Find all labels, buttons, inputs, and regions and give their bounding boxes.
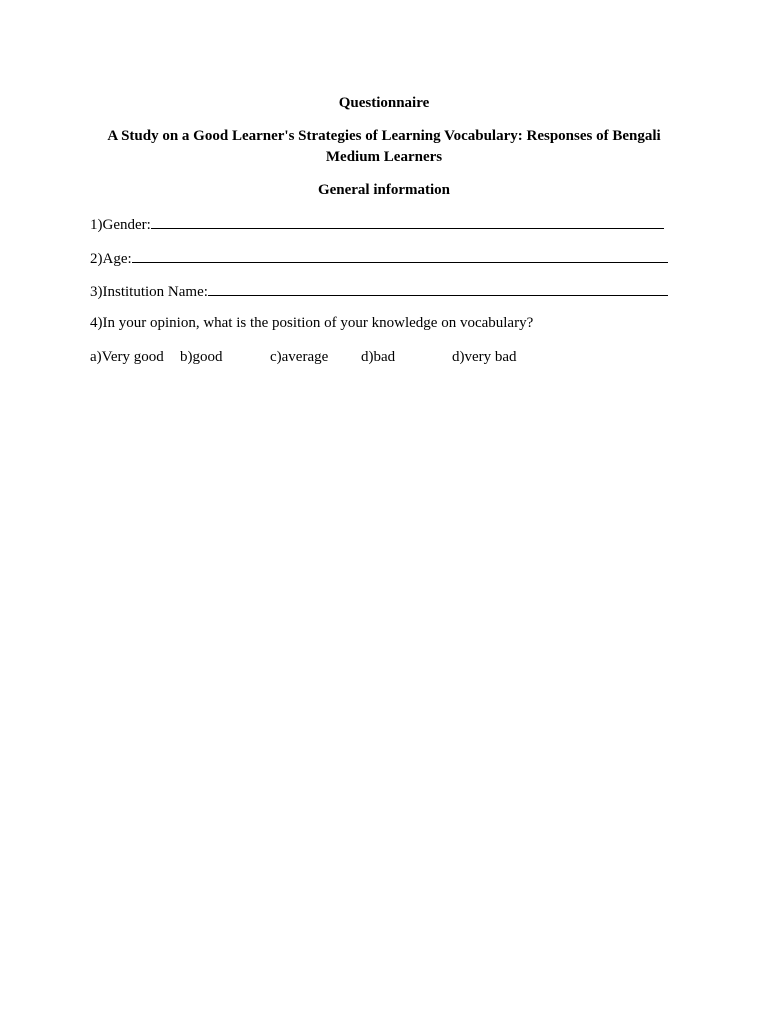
age-field[interactable]: [90, 248, 668, 268]
option-very-bad[interactable]: d)very bad: [452, 349, 517, 365]
study-title-line-1: A Study on a Good Learner's Strategies of Learning Vocabulary: Responses of Bengali: [107, 128, 661, 144]
institution-name-label: 3)Institution Name:: [90, 284, 208, 300]
page-title: Questionnaire: [338, 95, 430, 111]
option-very-good[interactable]: a)Very good: [90, 349, 164, 365]
section-heading: General information: [317, 182, 451, 198]
institution-name-field[interactable]: [90, 281, 668, 301]
option-average[interactable]: c)average: [270, 349, 329, 365]
institution-name-blank-line[interactable]: [208, 281, 668, 296]
gender-label: 1)Gender:: [90, 217, 151, 233]
option-good[interactable]: b)good: [180, 349, 223, 365]
question-4: 4)In your opinion, what is the position of your knowledge on vocabulary?: [90, 315, 534, 331]
option-bad[interactable]: d)bad: [361, 349, 396, 365]
age-blank-line[interactable]: [132, 248, 668, 263]
answer-options: [90, 348, 690, 366]
gender-blank-line[interactable]: [151, 214, 664, 229]
gender-field[interactable]: [90, 214, 664, 234]
age-label: 2)Age:: [90, 251, 132, 267]
study-title-line-2: Medium Learners: [325, 149, 443, 165]
